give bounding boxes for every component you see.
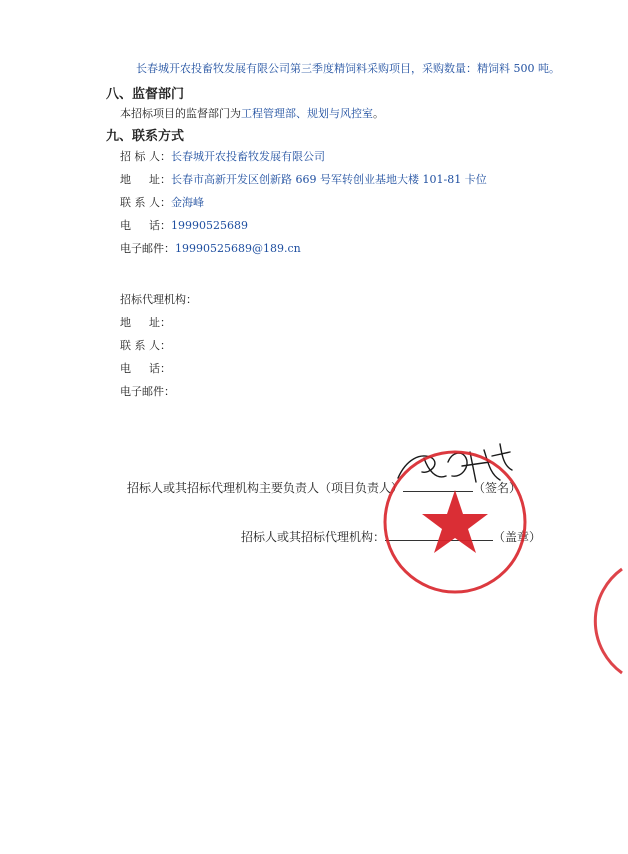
tenderer-contact-row: [120, 194, 204, 210]
tenderer-name-value: 长春城开农投畜牧发展有限公司: [171, 150, 325, 163]
tenderer-address-row: [120, 171, 487, 187]
intro-line: 长春城开农投畜牧发展有限公司第三季度精饲料采购项目，采购数量：精饲料 500 吨。: [136, 62, 560, 75]
tenderer-contact-value: 金海峰: [171, 196, 204, 209]
section8-text-prefix: 本招标项目的监督部门为: [120, 107, 241, 120]
section9-heading: 九、联系方式: [106, 129, 185, 144]
tenderer-phone-value: 19990525689: [171, 219, 248, 232]
tenderer-email-row: [120, 240, 301, 256]
section8-heading: 八、监督部门: [106, 87, 185, 102]
tenderer-name-row: [120, 148, 325, 164]
agency-contact-label: 联 系 人：: [120, 339, 171, 352]
tenderer-phone-row: [120, 217, 248, 233]
tenderer-email-value: 19990525689@189.cn: [175, 242, 301, 255]
partial-seal: [548, 565, 628, 675]
tenderer-address-label: 地 址：: [120, 173, 171, 186]
signature-line-1-prefix: 招标人或其招标代理机构主要负责人（项目负责人）: [127, 481, 404, 495]
tenderer-address-value: 长春市高新开发区创新路 669 号军转创业基地大楼 101-81 卡位: [171, 173, 487, 186]
tenderer-email-label: 电子邮件：: [120, 242, 175, 255]
tenderer-phone-label: 电 话：: [120, 219, 171, 232]
section8-text-suffix: 。: [373, 107, 384, 120]
section8-text-value: 工程管理部、规划与风控室: [241, 107, 373, 120]
section8-text: [120, 105, 384, 121]
signature-line-2-suffix: （盖章）: [493, 530, 542, 544]
seal-star-icon: [422, 490, 488, 553]
signature-line-1-suffix: （签名）: [473, 481, 522, 495]
signature-line-2-prefix: 招标人或其招标代理机构：: [241, 530, 386, 544]
agency-address-label: 地 址：: [120, 316, 171, 329]
company-seal: [375, 440, 535, 600]
tenderer-contact-label: 联 系 人：: [120, 196, 171, 209]
agency-name-label: 招标代理机构：: [120, 293, 197, 306]
tenderer-name-label: 招 标 人：: [120, 150, 171, 163]
agency-phone-label: 电 话：: [120, 362, 171, 375]
agency-email-label: 电子邮件：: [120, 385, 175, 398]
